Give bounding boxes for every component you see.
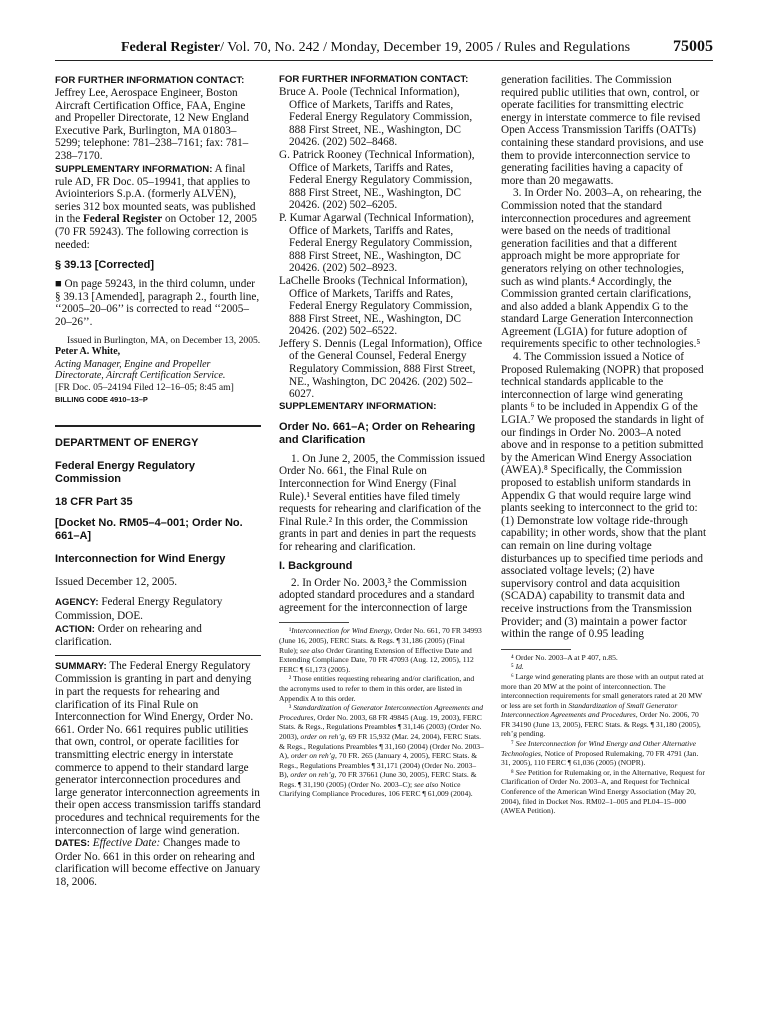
summary-block xyxy=(55,660,261,837)
action-block xyxy=(55,623,261,649)
supp-info-text-b: on October 12, 2005 (70 FR 59243). The following correction is needed: xyxy=(55,213,257,251)
footnote-7: ⁷ See Interconnection for Wind Energy and Other Alternative Technologies, Notice of Proposed Rulemaking, 70 FR 4791 (Jan. 31, 2005), 110 FERC ¶ 61,036 (2005) (NOPR). xyxy=(501,739,699,768)
sub-agency-heading: Federal Energy Regulatory Commission xyxy=(55,459,195,485)
running-header xyxy=(55,38,713,61)
fic-label: FOR FURTHER INFORMATION CONTACT: xyxy=(55,75,245,86)
contact-dennis: Jeffery S. Dennis (Legal Information), Office of the General Counsel, Federal Energy Regulatory Commission, 888 First Street, NE., Washington, DC 20426. (202) 502–6027. xyxy=(279,337,483,401)
footnote-1: ¹Interconnection for Wind Energy, Order No. 661, 70 FR 34993 (June 16, 2005), FERC Stats. & Regs. ¶ 31,186 (2005) (Final Rule); see also Order Granting Extension of Effective Date and Extending Compliance Date, 70 FR 47093 (Aug. 12, 2005), 112 FERC ¶ 61,173 (2005). xyxy=(279,626,482,674)
dates-effective-label: Effective Date: xyxy=(92,837,161,850)
footnote-6: ⁶ Large wind generating plants are those with an output rated at more than 20 MW at the point of interconnection. The interconnection requirements for small generators rated at 20 MW or less are set forth in Standardization of Small Generator Interconnection Agreements and Procedures, Order No. 2006, 70 FR 34190 (June 13, 2005), FERC Stats. & Regs. ¶ 31,180 (2005), reh’g pending. xyxy=(501,671,704,739)
journal-name: Federal Register xyxy=(121,40,221,55)
fr-doc-filed: [FR Doc. 05–24194 Filed 12–16–05; 8:45 am] xyxy=(55,381,234,393)
issued-date: Issued December 12, 2005. xyxy=(55,575,178,588)
footnote-rule xyxy=(279,622,349,623)
paragraph-1: 1. On June 2, 2005, the Commission issued Order No. 661, the Final Rule on Interconnection for Wind Energy (Final Rule).¹ Several entities have filed timely requests for rehearing and clarification of the Final Rule.² In this order, the Commission grants in part and denies in part the requests for rehearing and clarification. xyxy=(279,452,485,553)
contact-brooks: LaChelle Brooks (Technical Information), Office of Markets, Tariffs and Rates, Federal Energy Regulatory Commission, 888 First Street, NE., Washington, DC 20426. (202) 502–6522. xyxy=(279,274,473,338)
cfr-part-heading: 18 CFR Part 35 xyxy=(55,495,133,508)
action-label: ACTION: xyxy=(55,623,95,635)
contact-poole: Bruce A. Poole (Technical Information), Office of Markets, Tariffs and Rates, Federal Energy Regulatory Commission, 888 First Street, NE., Washington, DC 20426. (202) 502–8468. xyxy=(279,86,473,149)
paragraph-2-continued: generation facilities. The Commission required public utilities that own, control, or operate facilities for transmitting electric energy in interstate commerce to file revised Open Access Transmission Tariffs (OATTs) containing these standard provisions, and use them to provide interconnection service to generating facilities having a capacity of more than 20 megawatts. xyxy=(501,74,704,187)
action-text: Order on rehearing and clarification. xyxy=(55,622,202,649)
billing-code: BILLING CODE 4910–13–P xyxy=(55,395,148,405)
fic-block xyxy=(55,74,261,163)
correction-text: ■ On page 59243, in the third column, under § 39.13 [Amended], paragraph 2., fourth line, ‘‘2005–20–06’’ is corrected to read ‘‘2005–20–26’’. xyxy=(55,278,260,328)
agency-label: AGENCY: xyxy=(55,597,99,609)
issued-location: Issued in Burlington, MA, on December 13, 2005. xyxy=(67,334,261,346)
supp-info-text-a: A final rule AD, FR Doc. 05–19941, that applies to Aviointeriors S.p.A. (formerly ALVEN), series 312 box mounted seats, was published in the xyxy=(55,162,256,226)
fic-label-2: FOR FURTHER INFORMATION CONTACT: xyxy=(279,74,469,85)
supp-info-label: SUPPLEMENTARY INFORMATION: xyxy=(55,163,213,175)
federal-register-ref: Federal Register xyxy=(82,213,163,226)
paragraph-4: 4. The Commission issued a Notice of Proposed Rulemaking (NOPR) that proposed technical standards applicable to the interconnection of large wind generating plants ⁶ to be included in Appendix G of the LGIA.⁷ We proposed the standards in light of our findings in Order No. 2003–A noted above and in response to a petition submitted by the American Wind Energy Association (AWEA).⁸ Specifically, the Commission proposed to establish uniform standards in Appendix G that would require large wind plants seeking to interconnect to the grid to: (1) Demonstrate low voltage ride-through capability; in other words, show that the plant can remain on line during voltage disturbances up to specified time periods and associated voltage levels; (2) have supervisory control and data acquisition (SCADA) capability to transmit data and receive instructions from the Transmission Provider; and (3) maintain a power factor within the range of 0.95 leading xyxy=(501,351,707,641)
agency-block xyxy=(55,596,261,622)
paragraph-2: 2. In Order No. 2003,³ the Commission adopted standard procedures and a standard agreement for the interconnection of large xyxy=(279,576,475,614)
order-heading: Order No. 661–A; Order on Rehearing and Clarification xyxy=(279,420,476,446)
dates-label: DATES: xyxy=(55,838,90,850)
fic-text: Jeffrey Lee, Aerospace Engineer, Boston Aircraft Certification Office, FAA, Engine and Propeller Directorate, 12 New England Executive Park, Burlington, MA 01803–5299; telephone: 781–238–7161; fax: 781–238–7170. xyxy=(55,87,249,162)
column-1 xyxy=(55,74,261,889)
footnote-8: ⁸ See Petition for Rulemaking or, in the Alternative, Request for Clarification of Order No. 2003–A, and Request for Technical Conference of the American Wind Energy Association (May 20, 2004), filed in Docket Nos. RM02–1–005 and PL04–15–000 (AWEA Petition). xyxy=(501,767,705,816)
footnote-5: ⁵ Id. xyxy=(511,662,524,672)
docket-number: [Docket No. RM05–4–001; Order No. 661–A] xyxy=(55,516,243,542)
column-2 xyxy=(279,74,485,799)
contact-agarwal: P. Kumar Agarwal (Technical Information), Office of Markets, Tariffs and Rates, Federal Energy Regulatory Commission, 888 First Street, NE., Washington, DC 20426. (202) 502–8923. xyxy=(279,211,474,275)
page-number: 75005 xyxy=(673,38,713,55)
dates-block xyxy=(55,837,261,888)
dates-text: Changes made to Order No. 661 in this order on rehearing and clarification will become effective on January 18, 2006. xyxy=(55,837,261,888)
summary-text: The Federal Energy Regulatory Commission is granting in part and denying in part the requests for rehearing and clarification of its Final Rule on Interconnection for Wind Energy, Order No. 661. Order No. 661 requires public utilities that own, control, or operate facilities for transmitting electric energy in interstate commerce to append to their standard large generator interconnection procedures and large generator interconnection agreements in their open access transmission tariffs standard procedures and technical requirements for the interconnection of large wind generation. xyxy=(55,659,261,837)
signer-name: Peter A. White, xyxy=(55,345,121,357)
agency-text: Federal Energy Regulatory Commission, DOE. xyxy=(55,596,223,623)
footnote-4: ⁴ Order No. 2003–A at P 407, n.85. xyxy=(511,652,618,662)
footnote-rule-2 xyxy=(501,649,571,650)
supp-info-label-2: SUPPLEMENTARY INFORMATION: xyxy=(279,400,437,412)
footnote-2: ² Those entities requesting rehearing and/or clarification, and the acronyms used to refer to them in this order, are listed in Appendix A to this order. xyxy=(279,674,475,703)
rule-title: Interconnection for Wind Energy xyxy=(55,552,226,565)
column-3 xyxy=(501,74,707,816)
summary-label: SUMMARY: xyxy=(55,660,107,672)
agency-heading: DEPARTMENT OF ENERGY xyxy=(55,436,199,449)
contact-rooney: G. Patrick Rooney (Technical Information), Office of Markets, Tariffs and Rates, Federal Energy Regulatory Commission, 888 First Street, NE., Washington, DC 20426. (202) 502–6205. xyxy=(279,148,475,212)
footnote-3: ³ Standardization of Generator Interconnection Agreements and Procedures, Order No. 2003, 68 FR 49845 (Aug. 19, 2003), FERC Stats. & Regs., Regulations Preambles ¶ 31,146 (2003) (Order No. 2003), order on reh’g, 69 FR 15,932 (Mar. 24, 2004), FERC Stats. & Regs., Regulations Preambles ¶ 31,160 (2004) (Order No. 2003–A), order on reh’g, 70 FR. 265 (January 4, 2005), FERC Stats. & Regs., Regulations Preambles ¶ 31,171 (2004) (Order No. 2003–B), order on reh’g, 70 FR 37661 (June 30, 2005), FERC Stats. & Regs. ¶ 31,190 (2005) (Order No. 2003–C); see also Notice Clarifying Compliance Procedures, 106 FERC ¶ 61,009 (2004). xyxy=(279,703,484,799)
paragraph-3: 3. In Order No. 2003–A, on rehearing, the Commission noted that the standard interconnection procedures and agreement were based on the needs of traditional generation facilities and that a different approach might be more appropriate for generators relying on other technologies, such as wind plants.⁴ Accordingly, the Commission granted certain clarifications, and also added a blank Appendix G to the standard Large Generation Interconnection Agreement (LGIA) for future adoption of requirements specific to other technologies.⁵ xyxy=(501,187,702,351)
issue-info: / Vol. 70, No. 242 / Monday, December 19, 2005 / Rules and Regulations xyxy=(220,40,631,55)
supp-info-block xyxy=(55,163,261,252)
section-heading: § 39.13 [Corrected] xyxy=(55,259,155,272)
signer-title: Acting Manager, Engine and Propeller Directorate, Aircraft Certification Service. xyxy=(55,358,226,382)
header-line xyxy=(121,40,630,56)
background-heading: I. Background xyxy=(279,559,353,572)
